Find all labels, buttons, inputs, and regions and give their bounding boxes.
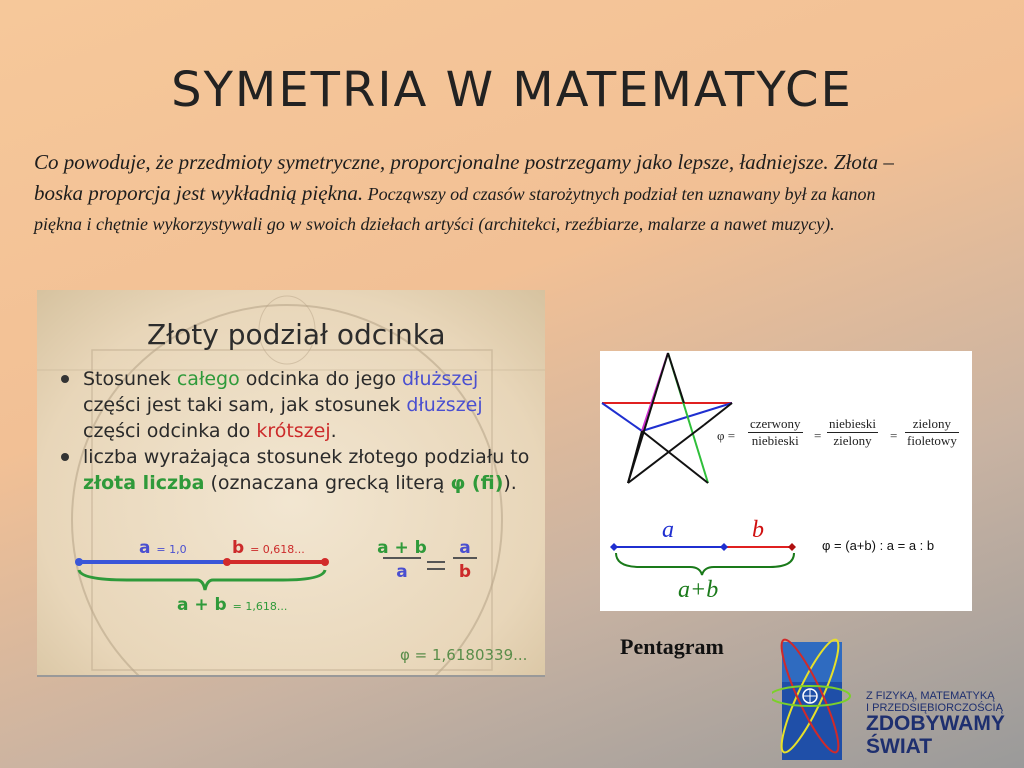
ratio-right-den: b — [458, 562, 472, 582]
b2-phi: φ (fi) — [450, 472, 504, 494]
b1-text: . — [330, 420, 337, 442]
ab-formula: φ = (a+b) : a = a : b — [822, 538, 935, 553]
b2-text: liczba wyrażająca stosunek złotego podziału to — [83, 446, 530, 468]
f2-den: zielony — [833, 433, 872, 448]
b1-text: Stosunek — [83, 368, 177, 390]
segment-point — [75, 558, 83, 566]
b2-text: ). — [503, 472, 517, 494]
slide-title: SYMETRIA W MATEMATYCE — [171, 62, 853, 118]
pentagram-black-line — [628, 353, 668, 483]
seg-ab-label — [177, 595, 287, 615]
ratio-left-num: a + b — [377, 538, 427, 558]
f1-num: czerwony — [750, 416, 801, 431]
seg-b-letter: b — [232, 538, 245, 558]
b2-text: (oznaczana grecką literą — [204, 472, 451, 494]
label-b: b — [752, 517, 764, 543]
b2-golden-number: złota liczba — [83, 472, 205, 494]
segment-point — [223, 558, 231, 566]
seg-b-label — [232, 538, 305, 558]
pentagram-black-line — [704, 403, 732, 425]
pentagram-black-line — [642, 431, 708, 483]
f2-num: niebieski — [829, 416, 876, 431]
project-logo-mark — [772, 624, 862, 764]
equals-1: = — [814, 428, 822, 443]
equals-2: = — [890, 428, 898, 443]
ratio-left-den: a — [396, 562, 408, 582]
fraction-1 — [748, 416, 803, 449]
ratio-right-num: a — [459, 538, 471, 558]
b1-text: części odcinka do — [83, 420, 257, 442]
b1-text: części jest taki sam, jak stosunek — [83, 394, 407, 416]
phi-value: φ = 1,6180339... — [400, 646, 528, 664]
pentagram-blue-line — [602, 403, 642, 431]
label-ab: a+b — [678, 577, 719, 603]
f1-den: niebieski — [751, 433, 799, 448]
b1-shorter: krótszej — [256, 420, 331, 442]
intro-paragraph — [34, 148, 914, 240]
segment-point — [610, 543, 618, 551]
pentagram-diagram — [600, 351, 972, 611]
logo-line-4: ŚWIAT — [866, 735, 933, 758]
pentagram-caption: Pentagram — [620, 634, 724, 659]
intro-part-1: Co powoduje, że przedmioty symetryczne, proporcjonalne postrzegamy jako lepsze, ładniejsze. Złota – boska proporcja jest wykładnią piękna. — [34, 150, 894, 205]
golden-section-title: Złoty podział odcinka — [147, 318, 446, 351]
b1-whole: całego — [176, 368, 240, 390]
seg-b-value: = 0,618... — [250, 543, 305, 556]
f3-num: zielony — [905, 416, 959, 433]
seg-a-label — [139, 538, 187, 558]
segment-point — [788, 543, 796, 551]
pentagram-image — [600, 351, 972, 611]
seg-ab-text: a + b — [177, 595, 227, 615]
logo-line-2: I PRZEDSIĘBIORCZOŚCIĄ — [866, 702, 1003, 714]
pentagram-black-line — [628, 425, 704, 483]
segment-brace — [616, 553, 794, 575]
f3-den: fioletowy — [907, 433, 957, 448]
segment-point — [720, 543, 728, 551]
b1-longer: dłuższej — [402, 368, 479, 390]
seg-ab-value: = 1,618... — [232, 600, 288, 613]
seg-a-letter: a — [139, 538, 151, 558]
b1-longer: dłuższej — [406, 394, 483, 416]
golden-section-image — [37, 290, 545, 677]
pentagram-black-line — [668, 353, 684, 403]
intro-part-2: Począwszy od czasów starożytnych podział ten uznawany był za kanon piękna i chętnie wykorzystywali go w swoich dziełach artyści (architekci, rzeźbiarze, malarze a nawet muzycy). — [34, 184, 876, 234]
b1-text: odcinka do jego — [239, 368, 402, 390]
seg-a-value: = 1,0 — [156, 543, 187, 556]
fraction-3 — [905, 416, 959, 449]
segment-brace — [79, 570, 325, 590]
logo-line-3: ZDOBYWAMY — [866, 712, 1005, 735]
label-a: a — [662, 517, 674, 543]
segment-diagram — [37, 290, 545, 675]
pentagram-phi: φ = — [717, 428, 736, 443]
logo-line-1: Z FIZYKĄ, MATEMATYKĄ — [866, 690, 995, 702]
fraction-2 — [827, 416, 878, 449]
segment-point — [321, 558, 329, 566]
